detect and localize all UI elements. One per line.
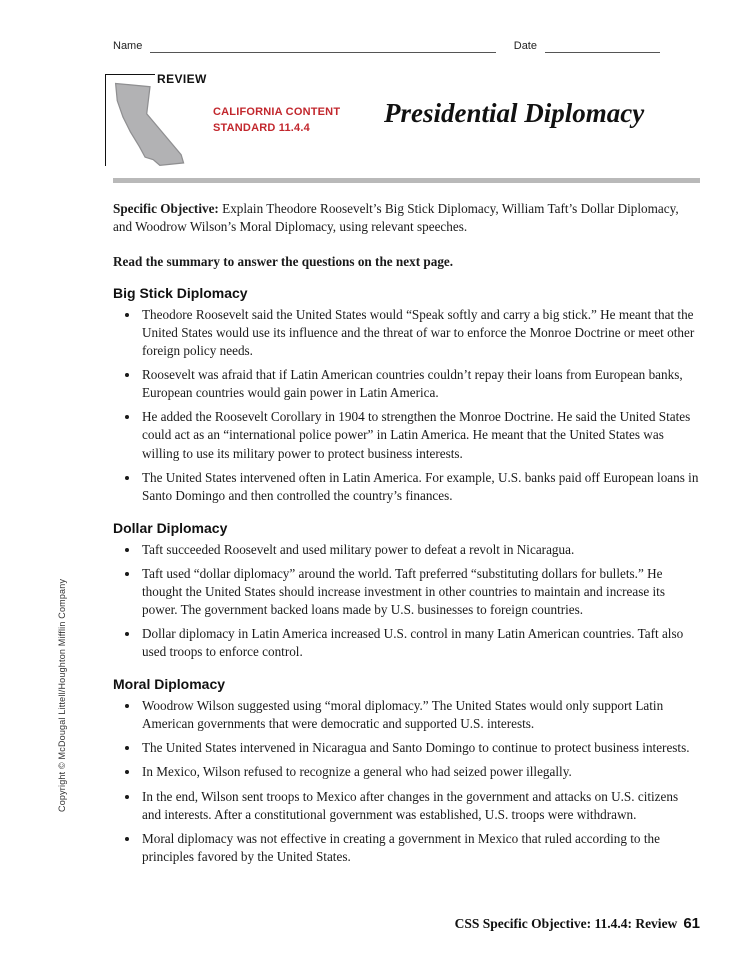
footer-label: CSS Specific Objective: 11.4.4: Review [454, 916, 678, 931]
california-icon-box [105, 74, 197, 168]
page-title: Presidential Diplomacy [384, 98, 645, 128]
objective-text: Explain Theodore Roosevelt’s Big Stick Diplomacy, William Taft’s Dollar Diplomacy, and Woodrow Wilson’s Moral Diplomacy, using relevant speeches. [113, 201, 679, 235]
name-blank-line [150, 40, 495, 53]
review-label: REVIEW [157, 72, 207, 86]
bullet-list [113, 697, 700, 866]
bullet-item: • The United States intervened often in Latin America. For example, U.S. banks paid off European loans in Santo Domingo and then controlled the country’s finances. [140, 469, 700, 505]
page-number: 61 [683, 915, 700, 932]
bullet-item: • Theodore Roosevelt said the United States would “Speak softly and carry a big stick.” He meant that the United States would use its influence and the threat of war to enforce the Monroe Doctrine or meet other foreign policy needs. [140, 306, 700, 360]
footer [455, 915, 700, 932]
section-moral-diplomacy [113, 676, 700, 866]
instruction-text: Read the summary to answer the questions on the next page. [113, 253, 454, 269]
standard-line-2: STANDARD 11.4.4 [213, 121, 310, 134]
bullet-item: • Taft succeeded Roosevelt and used military power to defeat a revolt in Nicaragua. [140, 541, 700, 559]
bullet-item: • The United States intervened in Nicaragua and Santo Domingo to continue to protect business interests. [140, 739, 700, 757]
date-label: Date [513, 40, 537, 52]
bullet-item: • In the end, Wilson sent troops to Mexico after changes in the government and attacks on U.S. citizens and interests. After a constitutional government was established, U.S. troops were withdrawn. [140, 788, 700, 824]
bullet-item: • Taft used “dollar diplomacy” around the world. Taft preferred “substituting dollars for bullets.” He thought the United States should increase investment in other countries to maintain and increase its power. The government backed loans made by U.S. businesses to foreign countries. [140, 565, 700, 619]
divider-rule [113, 178, 700, 183]
header [113, 74, 700, 172]
bullet-item: • In Mexico, Wilson refused to recognize a general who had seized power illegally. [140, 763, 700, 781]
bullet-item: • Roosevelt was afraid that if Latin American countries couldn’t repay their loans from European banks, European countries would gain power in Latin America. [140, 366, 700, 402]
objective-label: Specific Objective: [113, 201, 219, 216]
section-dollar-diplomacy [113, 520, 700, 661]
bullet-list [113, 541, 700, 661]
section-heading: Moral Diplomacy [113, 676, 226, 693]
bullet-item: • Dollar diplomacy in Latin America increased U.S. control in many Latin American countries. Taft also used troops to enforce control. [140, 625, 700, 661]
bullet-item: • Woodrow Wilson suggested using “moral diplomacy.” The United States would only support Latin American governments that were democratic and supported U.S. interests. [140, 697, 700, 733]
date-blank-line [545, 40, 660, 53]
specific-objective [113, 200, 700, 237]
section-big-stick-diplomacy [113, 285, 700, 505]
bullet-item: • Moral diplomacy was not effective in creating a government in Mexico that ruled according to the principles favored by the United States. [140, 830, 700, 866]
section-heading: Big Stick Diplomacy [113, 284, 248, 301]
section-heading: Dollar Diplomacy [113, 519, 228, 536]
copyright-sidebar: Copyright © McDougal Littell/Houghton Mifflin Company [57, 578, 67, 812]
bullet-item: • He added the Roosevelt Corollary in 1904 to strengthen the Monroe Doctrine. He said the United States could act as an “international police power” in Latin America. He meant that the United States was willing to use its military power to protect business interests. [140, 408, 700, 462]
name-label: Name [113, 40, 143, 52]
name-date-row [113, 40, 660, 53]
bullet-list [113, 306, 700, 505]
california-icon [109, 81, 191, 167]
standard-label [213, 105, 340, 137]
standard-line-1: CALIFORNIA CONTENT [213, 106, 341, 118]
